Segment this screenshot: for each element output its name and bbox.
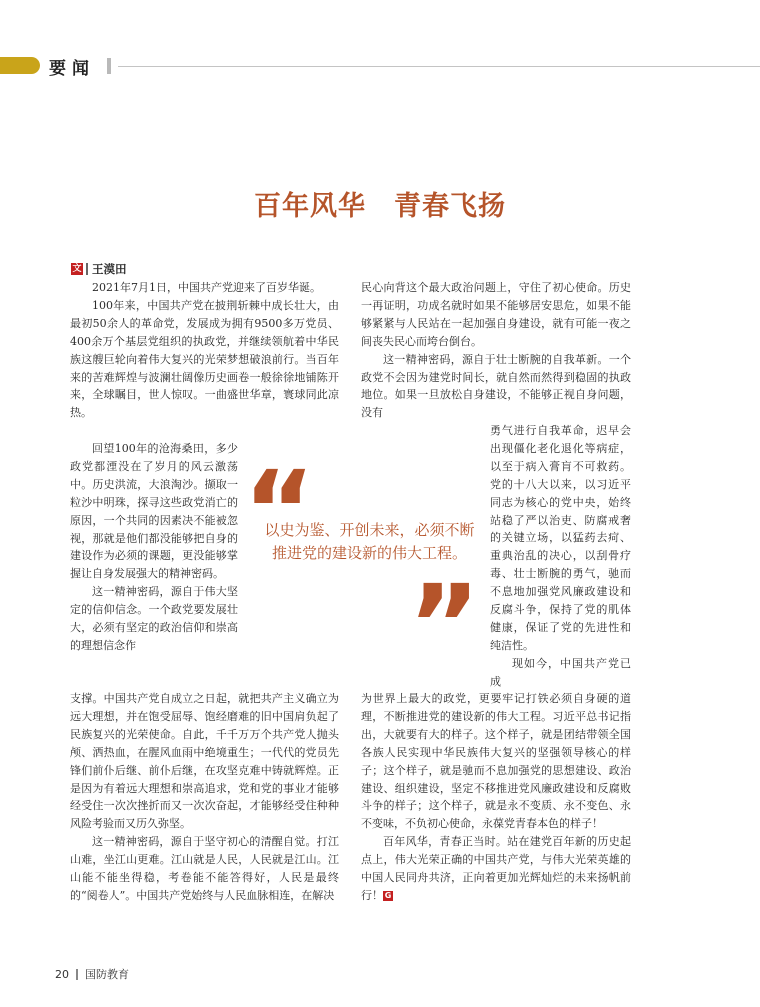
column-right-middle <box>490 422 631 691</box>
footer-separator <box>76 969 78 980</box>
paragraph: 2021年7月1日，中国共产党迎来了百岁华诞。 <box>92 281 321 294</box>
paragraph-continued: 支撑。中国共产党自成立之日起，就把共产主义确立为远大理想，并在饱受屈辱、饱经磨难的旧中国肩负起了民族复兴的光荣使命。自此，千千万万个共产党人抛头颅、洒热血，在腥风血雨中绝境重生；一代代的党员先锋们前仆后继、前仆后继，在攻坚克难中铸就辉煌。正是因为有着远大理想和崇高追求，党和党的事业才能够经受住一次次挫折而又一次次奋起，才能够经受住种种风险考验而又历久弥坚。 <box>70 692 339 831</box>
author-tag: 文 <box>72 264 82 274</box>
article-title: 百年风华 青春飞扬 <box>254 191 506 222</box>
journal-name: 国防教育 <box>85 968 129 981</box>
column-right-top <box>361 279 631 422</box>
column-left-bottom <box>70 690 339 905</box>
author-name: 王漠田 <box>92 262 127 276</box>
paragraph: 这一精神密码，源自于坚守初心的清醒自觉。打江山难，坐江山更难。江山就是人民，人民就是江山。江山能不能坐得稳，考卷能不能答得好，人民是最终的“阅卷人”。中国共产党始终与人民血脉相连，在解决 <box>70 835 339 902</box>
paragraph: 现如今，中国共产党已成 <box>490 656 631 688</box>
section-color-bar <box>0 57 40 74</box>
paragraph-continued: 民心向背这个最大政治问题上，守住了初心使命。历史一再证明，功成名就时如果不能够居安思危，如果不能够紧紧与人民站在一起加强自身建设，就有可能一夜之间丧失民心而垮台倒台。 <box>361 281 631 348</box>
author-separator <box>86 263 88 275</box>
section-divider-tick <box>107 58 111 74</box>
open-quote-icon: “ <box>243 447 316 575</box>
header-rule <box>118 66 760 67</box>
paragraph: 100年来，中国共产党在披荆斩棘中成长壮大，由最初50余人的革命党，发展成为拥有9500多万党员、400余万个基层党组织的执政党，并继续领航着中华民族这艘巨轮向着伟大复兴的光荣梦想破浪前行。当百年来的苦难辉煌与波澜壮阔像历史画卷一般徐徐地铺陈开来，全球瞩目，世人惊叹。一曲盛世华章，寰球同此凉热。 <box>70 298 339 420</box>
paragraph: 这一精神密码，源自于壮士断腕的自我革新。一个政党不会因为建党时间长，就自然而然得到稳固的执政地位。如果一旦放松自身建设，不能够正视自身问题，没有 <box>361 352 631 420</box>
column-left-middle <box>70 440 238 655</box>
paragraph: 这一精神密码，源自于伟大坚定的信仰信念。一个政党要发展壮大，必须有坚定的政治信仰和崇高的理想信念作 <box>70 585 238 652</box>
end-mark-icon: G <box>384 890 392 900</box>
close-quote-icon: ” <box>408 561 481 689</box>
page-number: 20 <box>55 967 69 981</box>
paragraph-continued: 勇气进行自我革命，迟早会出现僵化老化退化等病症，以至于病入膏肓不可救药。党的十八大以来，以习近平同志为核心的党中央，始终站稳了严以治吏、防腐戒奢的关键立场，以猛药去疴、重典治乱的决心，以刮骨疗毒、壮士断腕的勇气，驰而不息地加强党风廉政建设和反腐斗争，保持了党的肌体健康，保证了党的先进性和纯洁性。 <box>490 424 631 652</box>
paragraph-continued: 为世界上最大的政党，更要牢记打铁必须自身硬的道理，不断推进党的建设新的伟大工程。习近平总书记指出，大就要有大的样子。这个样子，就是团结带领全国各族人民实现中华民族伟大复兴的坚强领导核心的样子；这个样子，就是驰而不息加强党的思想建设、政治建设、组织建设，坚定不移推进党风廉政建设和反腐败斗争的样子；这个样子，就是永不变质、永不变色、永不变味，不负初心使命，永葆党青春本色的样子！ <box>361 692 631 831</box>
paragraph-text: 百年风华，青春正当时。站在建党百年新的历史起点上，伟大光荣正确的中国共产党，与伟大光荣英雄的中国人民同舟共济，正向着更加光辉灿烂的未来扬帆前行！ <box>361 835 631 902</box>
page-footer <box>55 966 129 982</box>
column-left-top <box>70 279 339 422</box>
paragraph: 回望100年的沧海桑田，多少政党都湮没在了岁月的风云激荡中。历史洪流，大浪淘沙。撷取一粒沙中明珠，探寻这些政党消亡的原因，一个共同的因素决不能被忽视，那就是他们都没能够把自身的建设作为必须的课题，更没能够掌握让自身发展强大的精神密码。 <box>70 442 238 581</box>
section-title: 要闻 <box>49 59 95 79</box>
pull-quote: 以史为鉴、开创未来，必须不断推进党的建设新的伟大工程。 <box>264 521 475 562</box>
paragraph <box>361 833 631 905</box>
column-right-bottom <box>361 690 631 905</box>
author-line <box>71 261 127 277</box>
